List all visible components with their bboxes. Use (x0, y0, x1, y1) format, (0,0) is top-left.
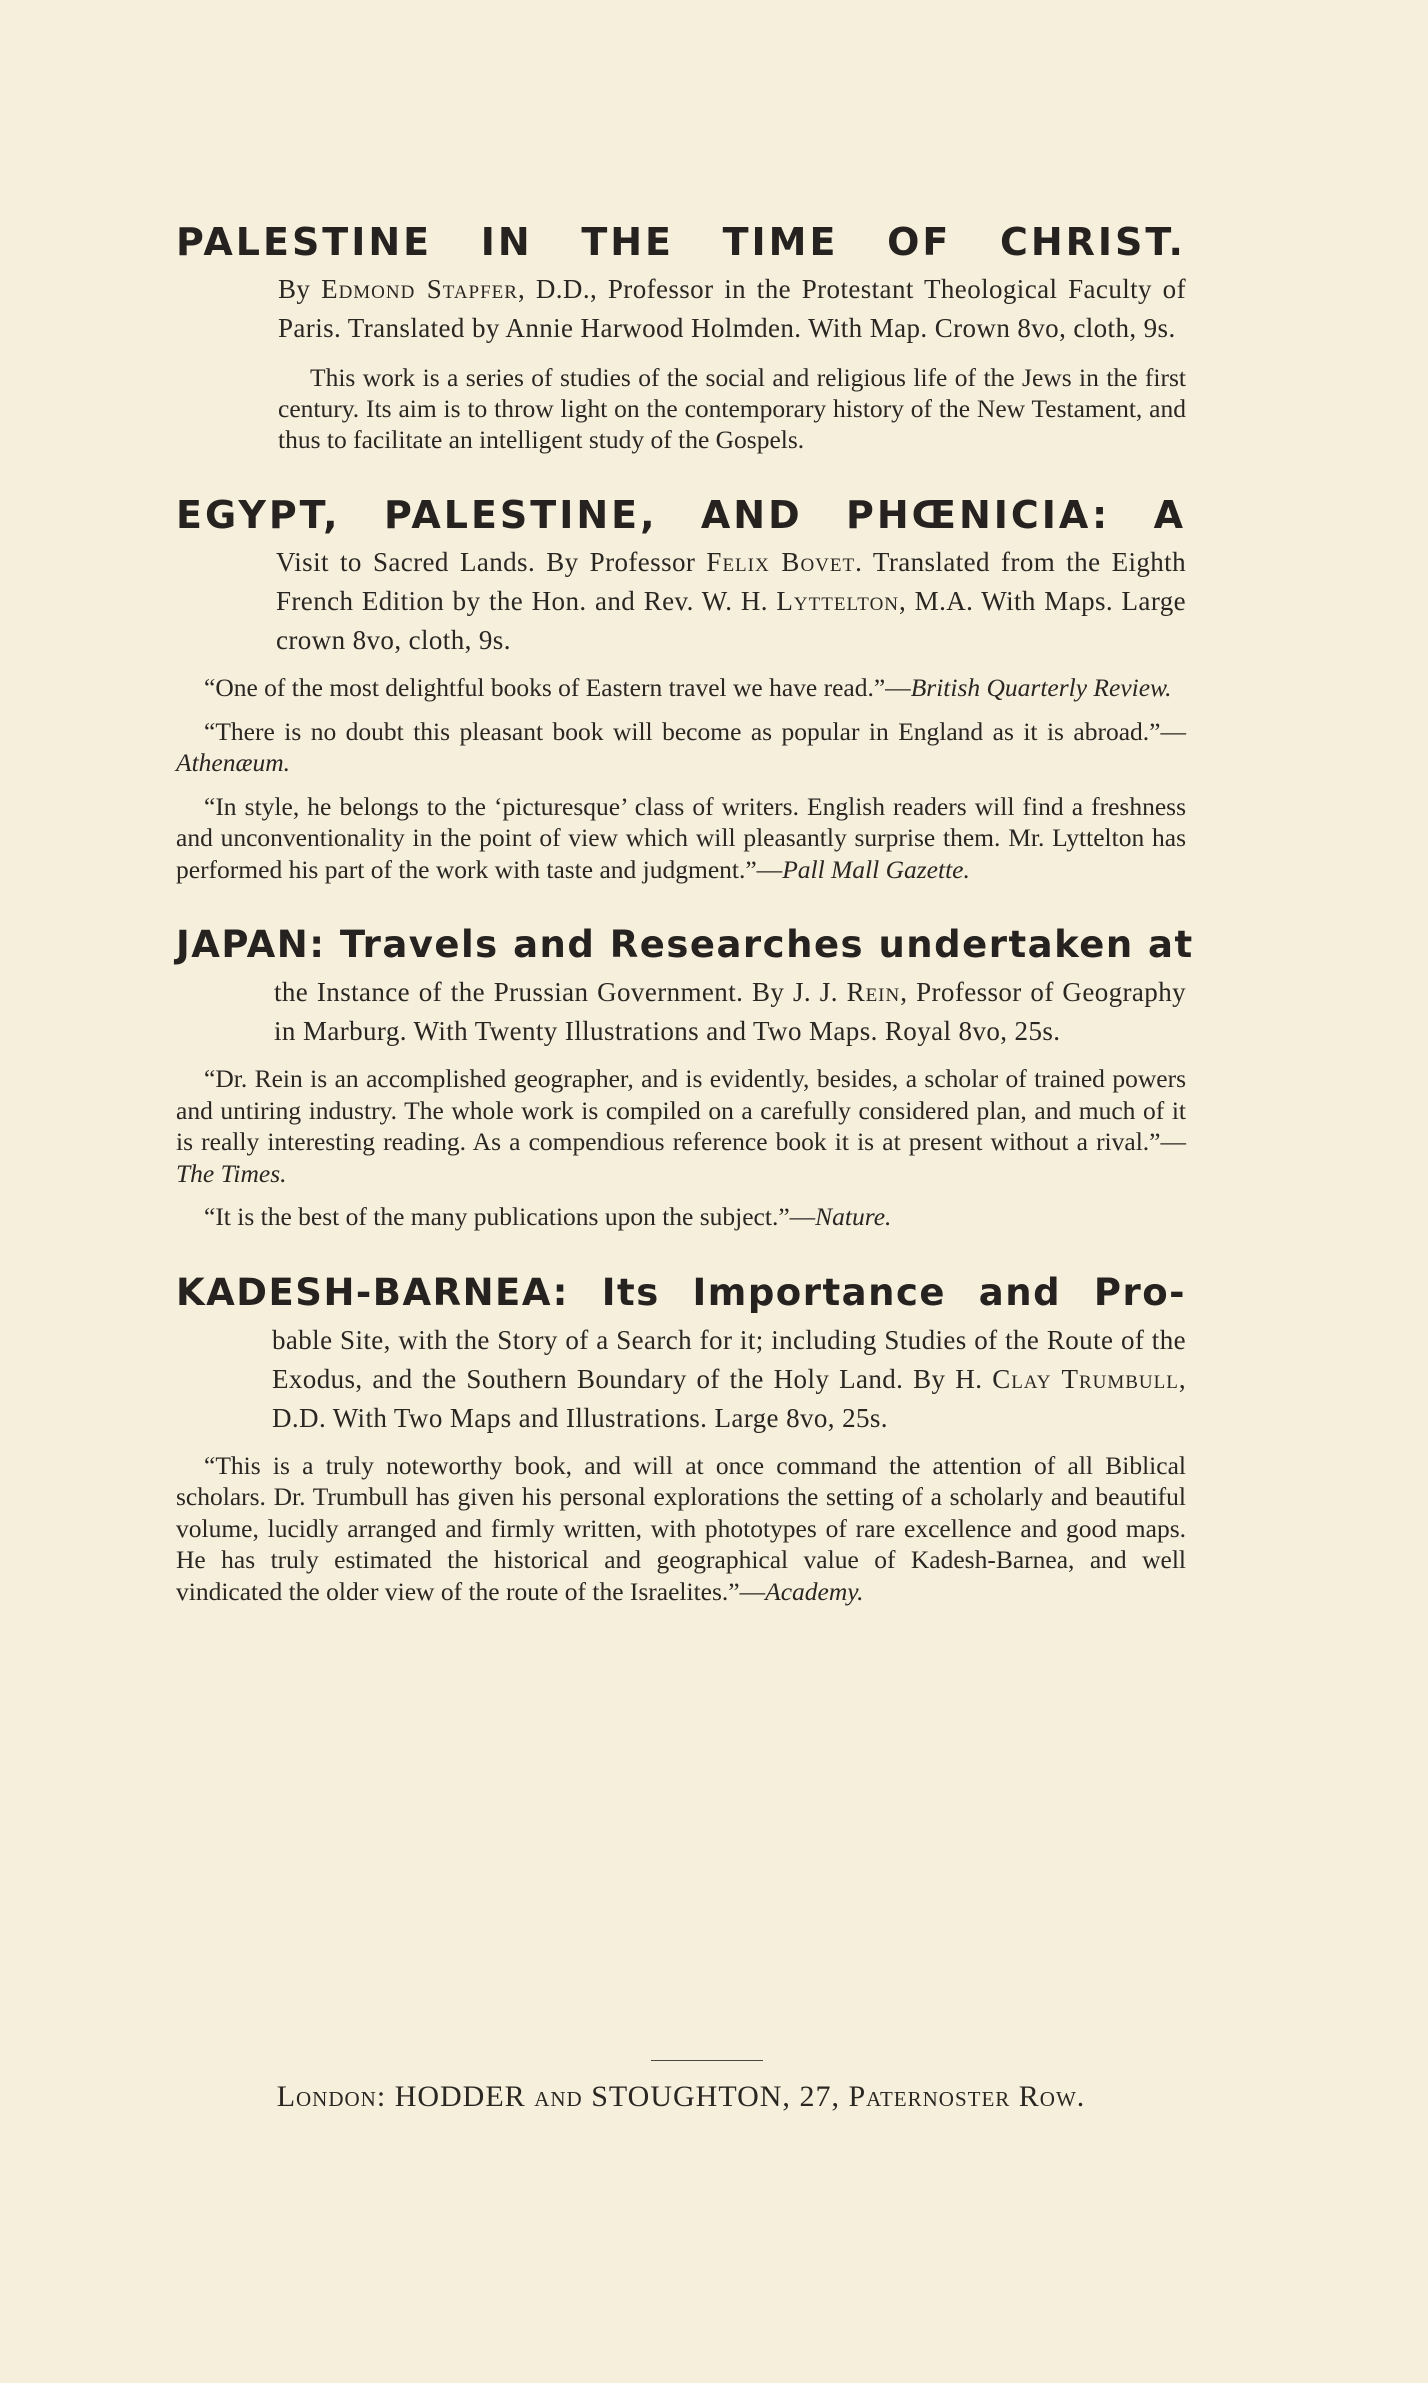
review-quote (176, 1450, 1186, 1608)
entry-title: PALESTINE IN THE TIME OF CHRIST. (176, 220, 1186, 264)
quote-source: Academy. (765, 1576, 864, 1606)
publisher-imprint (176, 2080, 1186, 2114)
entry-description (278, 270, 1186, 348)
quote-text: “In style, he belongs to the ‘picturesque’ class of writers. English readers will find a freshness and unconventionality in the point of view which will pleasantly surprise them. Mr. Lyttelton has performed his part of the work with taste and judgment.”— (176, 791, 1186, 884)
author-name: Rein (846, 977, 901, 1007)
review-quote (176, 1063, 1186, 1189)
entry-title: KADESH-BARNEA: Its Importance and Pro- (176, 1270, 1186, 1314)
entry-palestine (176, 218, 1186, 455)
entry-egypt (176, 491, 1186, 885)
imprint-publisher: STOUGHTON, (591, 2080, 791, 2113)
quote-source: Nature. (815, 1202, 892, 1231)
quote-text: “Dr. Rein is an accomplished geographer, and is evidently, besides, a scholar of trained powers and untiring industry. The whole work is compiled on a carefully considered plan, and much of it is really interesting reading. As a compendious reference book it is at present without a rival.”— (176, 1064, 1186, 1156)
quote-source: The Times. (176, 1158, 287, 1188)
author-name: Edmond Stapfer (321, 274, 518, 304)
desc-text: , D.D. With Two Maps and Illustrations. Large 8vo, 25s. (272, 1363, 1186, 1433)
entry-title: EGYPT, PALESTINE, AND PHŒNICIA: A (176, 493, 1186, 537)
desc-text: By (278, 274, 322, 304)
imprint-city: London: (276, 2080, 387, 2113)
desc-text: , Professor of Geography in Marburg. With Twenty Illustrations and Two Maps. Royal 8vo, 25s. (274, 977, 1186, 1046)
review-quote (176, 672, 1186, 704)
entry-kadesh-barnea (176, 1269, 1186, 1608)
desc-text: the Instance of the Prussian Government. By J. J. (274, 977, 847, 1007)
quote-source: Pall Mall Gazette. (782, 854, 970, 884)
imprint-street: Paternoster Row. (848, 2080, 1086, 2113)
author-name: Felix Bovet (706, 547, 856, 577)
quote-text: “One of the most delightful books of Eastern travel we have read.”— (204, 673, 911, 702)
entry-description (272, 1321, 1186, 1438)
quote-source: Athenæum. (176, 748, 291, 777)
desc-text: bable Site, with the Story of a Search for it; including Studies of the Route of the Exodus, and the Southern Boundary of the Holy Land. By H. (272, 1324, 1186, 1394)
desc-text: Visit to Sacred Lands. By Professor (276, 547, 707, 577)
imprint-number: 27, (799, 2080, 840, 2113)
divider-rule (651, 2060, 763, 2061)
imprint-and: and (534, 2080, 583, 2113)
entry-description (276, 543, 1186, 660)
quote-text: “There is no doubt this pleasant book will become as popular in England as it is abroad.”— (204, 716, 1186, 746)
review-quote (176, 1201, 1186, 1233)
quote-text: “It is the best of the many publications upon the subject.”— (204, 1202, 816, 1231)
desc-text: , D.D., Professor in the Protestant Theological Faculty of Paris. Translated by Annie Harwood Holmden. With Map. Crown 8vo, cloth, 9s. (278, 274, 1186, 343)
desc-text: , M.A. With Maps. Large crown 8vo, cloth, 9s. (276, 586, 1187, 655)
imprint-publisher: HODDER (394, 2080, 526, 2113)
author-name: Lyttelton (776, 586, 900, 616)
entry-title: JAPAN: Travels and Researches undertaken at (176, 923, 1194, 966)
author-name: Clay Trumbull (992, 1363, 1179, 1394)
review-quote (176, 791, 1186, 886)
entry-summary: This work is a series of studies of the social and religious life of the Jews in the first century. Its aim is to throw light on the contemporary history of the New Testament, and thus to facilitate an intelligent study of the Gospels. (278, 363, 1186, 454)
entry-description (274, 973, 1186, 1051)
quote-text: “This is a truly noteworthy book, and will at once command the attention of all Biblical scholars. Dr. Trumbull has given his personal explorations the setting of a scholarly and beautiful volume, lucidly arranged and firmly written, with phototypes of rare excellence and good maps. He has truly estimated the historical and geographical value of Kadesh-Barnea, and well vindicated the older view of the route of the Israelites.”— (176, 1450, 1186, 1606)
quote-source: British Quarterly Review. (910, 673, 1172, 702)
listing-column (176, 218, 1194, 1643)
review-quote (176, 716, 1186, 779)
entry-japan (176, 921, 1194, 1233)
desc-text: . Translated from the Eighth French Edition by the Hon. and Rev. W. H. (276, 547, 1186, 616)
